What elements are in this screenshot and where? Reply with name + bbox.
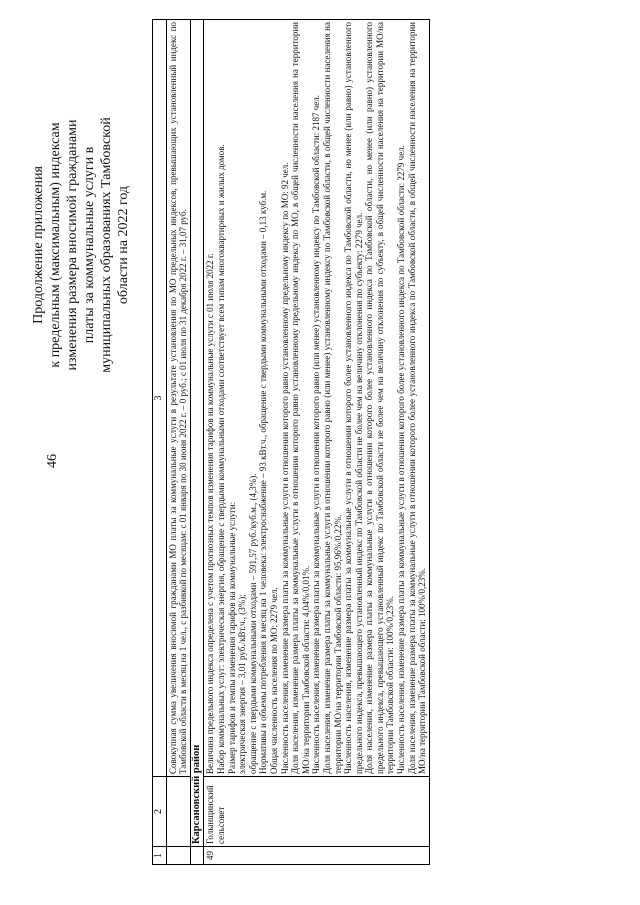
caption-line: муниципальных образованиях Тамбовской	[99, 117, 114, 373]
text-line: Величина предельного индекса определена с учетом прогнозных темпов изменения тарифов на коммунальные услуги с 01 июля 2022 г.	[205, 253, 216, 774]
district-name: Карсановский район	[190, 20, 204, 847]
text-line: Доля населения, изменение размера платы за коммунальные услуги в отношении которого более установленного индекса по Тамбовской области, но менее (или равно) установленного предельного индекса, превышающего установленный индекс по Тамбовской области не более чем на величину отклонения по субъекту, в общей численности населения на территории МО/на территории Тамбовской области: 100%/0,23%.	[364, 22, 396, 774]
text-line: Численность населения, изменение размера платы за коммунальные услуги в отношении которого более установленного индекса по Тамбовской области: 2279 чел.	[396, 145, 407, 774]
municipality-name: Голынщинский сельсовет	[204, 777, 429, 847]
text-line: Размер тарифов и темпы изменения тарифов на коммунальные услуги:	[226, 501, 237, 774]
row-number: 49	[204, 847, 429, 865]
text-line: Нормативы и объемы потребления в месяц на 1 человека: электроснабжение – 93 кВт.ч., обращение с твердыми коммунальными отходами – 0,13 куб.м.	[258, 190, 269, 774]
caption-line: изменения размера вносимой гражданами	[65, 119, 80, 371]
text-line: Численность населения, изменение размера платы за коммунальные услуги в отношении которого равно (или менее) установленному индексу по Тамбовской области: 2187 чел.	[311, 95, 322, 774]
text-line: электрическая энергия – 3,01 руб./кВт.ч., (3%);	[237, 594, 248, 774]
column-text-header: 3	[153, 20, 167, 777]
column-name-header: 2	[153, 777, 167, 847]
caption-line: Продолжение приложения	[31, 166, 46, 324]
text-line: обращение с твердыми коммунальными отходами – 591,57 руб./куб.м., (4,3%).	[247, 473, 258, 774]
column-number-header: 1	[153, 847, 167, 865]
text-line: Численность населения, изменение размера платы за коммунальные услуги в отношении которого более установленного индекса по Тамбовской области, но менее (или равно) установленного предельного индекса, превышающего установленный индекс по Тамбовской области не более чем на величину отклонения по субъекту: 2279 чел.	[343, 22, 364, 774]
text-line: Общая численность населения по МО: 2279 чел.	[268, 587, 279, 774]
caption-line: области на 2022 год	[116, 185, 131, 305]
district-row	[190, 20, 204, 865]
text-line: Доля населения, изменение размера платы за коммунальные услуги в отношении которого равно (или менее) установленному индексу по Тамбовской области, в общей численности населения на территории МО/на территории Тамбовской области: 95,96%/0,22%.	[321, 22, 343, 774]
caption-line: платы за коммунальные услуги в	[82, 146, 97, 344]
text-line: Доля населения, изменение размера платы за коммунальные услуги в отношении которого более установленного индекса по Тамбовской области, в общей численности населения на территории МО/на территории Тамбовской области: 100%/0,23%.	[406, 22, 428, 774]
table-row-carry-over	[166, 20, 190, 865]
row-description	[204, 20, 429, 777]
empty-cell	[190, 847, 204, 865]
index-table	[152, 19, 430, 865]
table-header-row	[153, 20, 167, 865]
page-number: 46	[45, 454, 60, 468]
text-line: Набор коммунальных услуг: электрическая энергия, обращение с твердыми коммунальными отходами соответствует всем типам многоквартирных и жилых домов.	[215, 144, 226, 774]
appendix-caption	[30, 95, 132, 395]
empty-cell	[166, 777, 190, 847]
table-row	[204, 20, 429, 865]
empty-cell	[166, 847, 190, 865]
text-line: Совокупная сумма увеличения вносимой гражданами МО платы за коммунальные услуги в результате установления по МО предельных индексов, превышающих установленный индекс по Тамбовской области в месяц на 1 чел., с разбивкой по месяцам: с 01 января по 30 июня 2022 г. – 0 руб.; с 01 июля по 31 декабря 2022 г. – 31,07 руб.	[167, 22, 189, 774]
text-line: Доля населения, изменение размера платы за коммунальные услуги в отношении которого равно установленному предельному индексу по МО, в общей численности населения на территории МО/на территории Тамбовской области: 4,04%/0,01%.	[290, 22, 311, 774]
caption-line: к предельным (максимальным) индексам	[48, 122, 63, 368]
carry-over-text	[166, 20, 190, 777]
text-line: Численность населения, изменение размера платы за коммунальные услуги в отношении которого равно установленному предельному индексу по МО: 92 чел.	[279, 162, 290, 774]
